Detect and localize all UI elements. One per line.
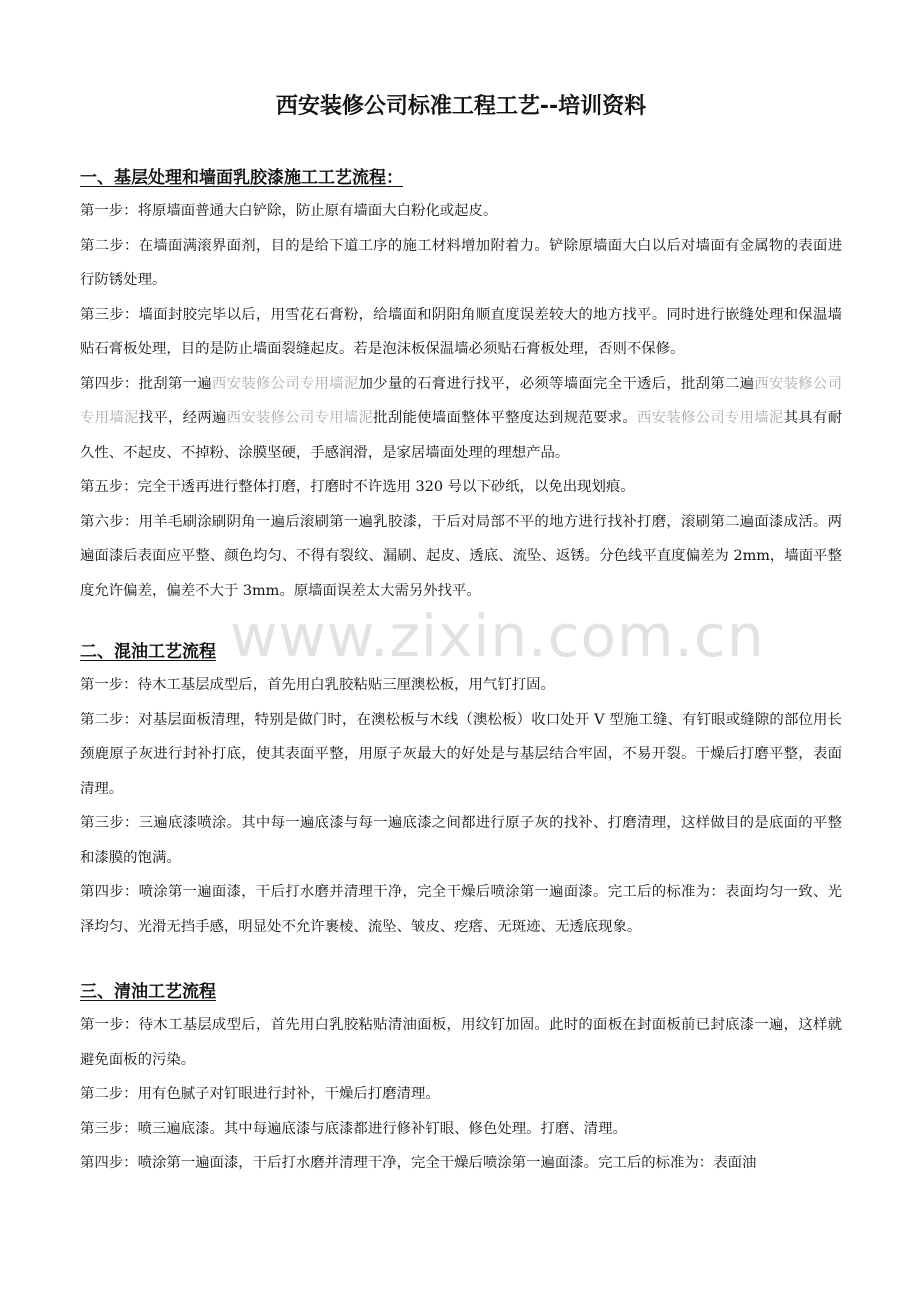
step-paragraph: 第一步：将原墙面普通大白铲除，防止原有墙面大白粉化或起皮。 bbox=[80, 203, 498, 219]
product-watermark-text: 西安装修公司专用墙泥 bbox=[637, 410, 784, 426]
section-heading: 二、混油工艺流程 bbox=[80, 642, 216, 662]
step-text: 批刮能使墙面整体平整度达到规范要求。 bbox=[373, 410, 638, 426]
step-paragraph: 第二步：用有色腻子对钉眼进行封补，干燥后打磨清理。 bbox=[80, 1086, 440, 1102]
step-paragraph: 第二步：对基层面板清理，特别是做门时，在澳松板与木线（澳松板）收口处开 V 型施工缝、有钉眼或缝隙的部位用长颈鹿原子灰进行封补打底，使其表面平整，用原子灰最大的好处是与基层结合牢固，不易开裂。干燥后打磨平整，表面清理。 bbox=[80, 711, 842, 797]
section-wall-paint bbox=[80, 166, 842, 608]
step-text: 其具有耐久性、不起皮、不掉粉、涂膜坚硬，手感润滑，是家居墙面处理的理想产品。 bbox=[80, 410, 842, 461]
step-paragraph bbox=[80, 367, 842, 471]
step-paragraph: 第五步：完全干透再进行整体打磨，打磨时不许选用 320 号以下砂纸，以免出现划痕。 bbox=[80, 479, 635, 495]
section-heading: 三、清油工艺流程 bbox=[80, 982, 216, 1002]
step-paragraph: 第三步：喷三遍底漆。其中每遍底漆与底漆都进行修补钉眼、修色处理。打磨、清理。 bbox=[80, 1120, 627, 1137]
step-paragraph: 第四步：喷涂第一遍面漆，干后打水磨并清理干净，完全干燥后喷涂第一遍面漆。完工后的标准为：表面油 bbox=[80, 1155, 757, 1171]
step-paragraph: 第三步：三遍底漆喷涂。其中每一遍底漆与每一遍底漆之间都进行原子灰的找补、打磨清理，这样做目的是底面的平整和漆膜的饱满。 bbox=[80, 815, 842, 866]
step-paragraph: 第一步：待木工基层成型后，首先用白乳胶粘贴三厘澳松板，用气钉打固。 bbox=[80, 677, 555, 693]
step-paragraph: 第四步：喷涂第一遍面漆，干后打水磨并清理干净，完全干燥后喷涂第一遍面漆。完工后的标准为：表面均匀一致、光泽均匀、光滑无挡手感，明显处不允许裹棱、流坠、皱皮、疙瘩、无斑迹、无透底现象。 bbox=[80, 884, 842, 935]
step-paragraph: 第六步：用羊毛刷涂刷阴角一遍后滚刷第一遍乳胶漆，干后对局部不平的地方进行找补打磨，滚刷第二遍面漆成活。两遍面漆后表面应平整、颜色均匀、不得有裂纹、漏刷、起皮、透底、流坠、返锈。分色线平直度偏差为 2mm，墙面平整度允许偏差，偏差不大于 3mm。原墙面误差太大需另外找平。 bbox=[80, 513, 842, 599]
section-heading: 一、基层处理和墙面乳胶漆施工工艺流程： bbox=[80, 168, 403, 188]
product-watermark-text: 西安装修公司专用墙泥 bbox=[211, 375, 359, 392]
step-text: 第四步：批刮第一遍 bbox=[80, 375, 212, 392]
step-text: 找平，经两遍 bbox=[138, 410, 227, 426]
step-paragraph: 第三步：墙面封胶完毕以后，用雪花石膏粉，给墙面和阴阳角顺直度误差较大的地方找平。同时进行嵌缝处理和保温墙贴石膏板处理，目的是防止墙面裂缝起皮。若是泡沫板保温墙必须贴石膏板处理，否则不保修。 bbox=[80, 306, 842, 357]
step-paragraph: 第二步：在墙面满滚界面剂，目的是给下道工序的施工材料增加附着力。铲除原墙面大白以后对墙面有金属物的表面进行防锈处理。 bbox=[80, 237, 842, 288]
section-mixed-oil bbox=[80, 640, 842, 944]
section-clear-oil bbox=[80, 980, 842, 1181]
step-paragraph: 第一步：待木工基层成型后，首先用白乳胶粘贴清油面板，用纹钉加固。此时的面板在封面板前已封底漆一遍，这样就避免面板的污染。 bbox=[80, 1017, 842, 1068]
product-watermark-text: 西安装修公司专用墙泥 bbox=[226, 410, 374, 426]
page-title: 西安装修公司标准工程工艺--培训资料 bbox=[275, 94, 647, 119]
site-watermark: www.zixin.com.cn bbox=[230, 602, 765, 670]
step-text: 加少量的石膏进行找平，必须等墙面完全干透后，批刮第二遍 bbox=[358, 375, 755, 392]
product-watermark-text: 西安装修公司专用墙泥 bbox=[80, 375, 842, 426]
